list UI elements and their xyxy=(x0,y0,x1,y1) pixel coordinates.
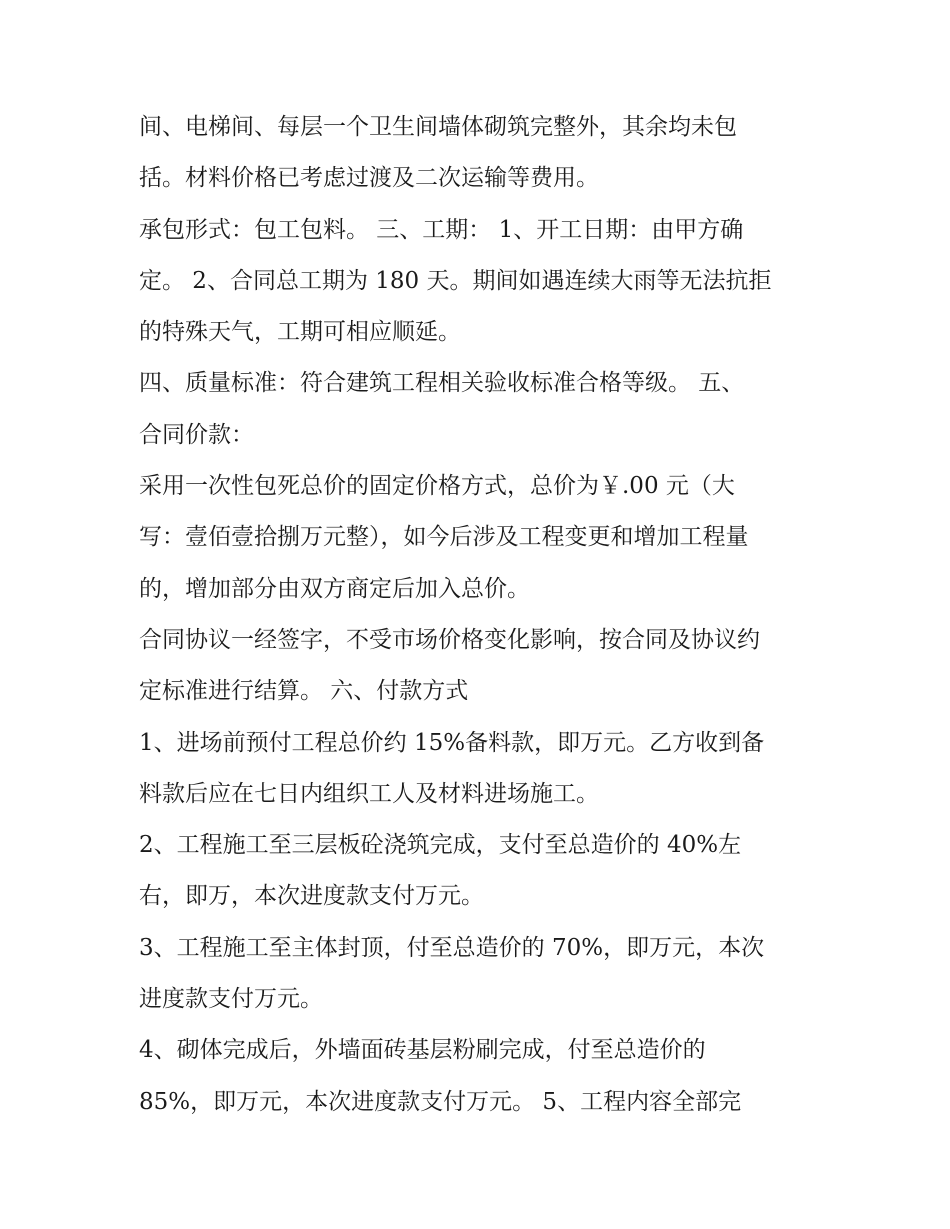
document-body xyxy=(139,102,819,1128)
text-line: 4、砌体完成后，外墙面砖基层粉刷完成，付至总造价的 xyxy=(139,1037,706,1064)
text-line: 定标准进行结算。 六、付款方式 xyxy=(139,678,469,705)
text-line: 间、电梯间、每层一个卫生间墙体砌筑完整外，其余均未包 xyxy=(139,114,737,140)
text-line: 料款后应在七日内组织工人及材料进场施工。 xyxy=(139,780,599,807)
text-line: 写：壹佰壹拾捌万元整），如今后涉及工程变更和增加工程量 xyxy=(139,524,749,551)
text-line: 85%，即万元，本次进度款支付万元。 5、工程内容全部完 xyxy=(139,1088,742,1115)
text-line: 的特殊天气，工期可相应顺延。 xyxy=(139,319,461,346)
text-line: 3、工程施工至主体封顶，付至总造价的 70%，即万元，本次 xyxy=(139,934,765,961)
text-line: 的，增加部分由双方商定后加入总价。 xyxy=(139,575,530,602)
text-line: 右，即万，本次进度款支付万元。 xyxy=(139,883,484,910)
text-line: 合同协议一经签字，不受市场价格变化影响，按合同及协议约 xyxy=(139,626,760,653)
text-line: 采用一次性包死总价的固定价格方式，总价为￥.00 元（大 xyxy=(139,473,735,500)
text-line: 括。材料价格已考虑过渡及二次运输等费用。 xyxy=(139,165,599,192)
text-line: 2、工程施工至三层板砼浇筑完成，支付至总造价的 40%左 xyxy=(139,832,742,859)
text-line: 合同价款： xyxy=(139,421,254,448)
text-line: 四、质量标准：符合建筑工程相关验收标准合格等级。 五、 xyxy=(139,370,745,397)
text-line: 定。 2、合同总工期为 180 天。期间如遇连续大雨等无法抗拒 xyxy=(139,267,772,294)
text-line: 进度款支付万元。 xyxy=(139,986,323,1013)
text-line: 1、进场前预付工程总价约 15%备料款，即万元。乙方收到备 xyxy=(139,729,765,756)
text-line: 承包形式：包工包料。 三、工期： 1、开工日期：由甲方确 xyxy=(139,216,744,243)
